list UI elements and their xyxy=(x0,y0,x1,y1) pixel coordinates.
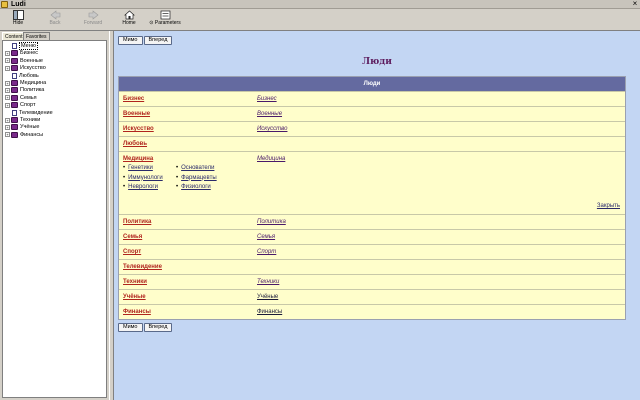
book-icon xyxy=(11,124,18,130)
medicine-subitem-link[interactable]: • Генетики xyxy=(123,165,153,171)
forward-button[interactable]: Forward xyxy=(82,10,104,30)
contents-tree xyxy=(2,40,107,398)
medicine-subitem-link[interactable]: • Иммунологи xyxy=(123,175,163,181)
subcategory-link[interactable]: Бизнес xyxy=(257,96,277,102)
close-window-button[interactable]: × xyxy=(632,0,638,8)
medicine-subitem-link[interactable]: • Физиологи xyxy=(176,184,211,190)
expand-icon[interactable]: + xyxy=(6,102,9,108)
category-link[interactable]: Военные xyxy=(123,111,151,117)
book-icon xyxy=(11,87,18,93)
tree-item-label: Медицина xyxy=(20,80,47,86)
table-row xyxy=(119,244,625,259)
table-row xyxy=(119,121,625,136)
page-title: Люди xyxy=(362,57,392,67)
subcategory-link[interactable]: Политика xyxy=(257,219,286,225)
subcategory-link[interactable]: Техники xyxy=(257,279,280,285)
book-icon xyxy=(11,95,18,101)
table-row xyxy=(119,151,625,214)
back-arrow-icon xyxy=(50,10,61,20)
page-icon xyxy=(12,73,17,79)
category-link[interactable]: Бизнес xyxy=(123,96,145,102)
nav-back-button-bottom[interactable]: Мимо xyxy=(118,323,143,332)
parameters-button[interactable]: ⊙ Parameters xyxy=(149,10,181,30)
app-icon xyxy=(1,1,8,8)
medicine-subitem-link[interactable]: • Фармацевты xyxy=(176,175,217,181)
book-icon xyxy=(11,65,18,71)
table-row xyxy=(119,106,625,121)
hide-button[interactable]: Hide xyxy=(9,10,27,30)
table-row xyxy=(119,274,625,289)
medicine-subitem-link[interactable]: • Неврологи xyxy=(123,184,158,190)
page-icon xyxy=(12,43,17,49)
tree-item-label: Телевидение xyxy=(19,109,53,116)
category-link[interactable]: Телевидение xyxy=(123,264,162,270)
book-icon xyxy=(11,58,18,64)
window-title: Ludi xyxy=(11,1,26,8)
title-bar xyxy=(0,0,640,9)
tab-content[interactable]: Content xyxy=(2,32,26,40)
expand-icon[interactable]: + xyxy=(6,80,9,86)
table-row xyxy=(119,289,625,304)
expand-icon[interactable]: + xyxy=(6,132,9,138)
tree-item[interactable] xyxy=(5,131,43,139)
book-icon xyxy=(11,132,18,138)
medicine-subitem-link[interactable]: • Основатели xyxy=(176,165,214,171)
category-link[interactable]: Медицина xyxy=(123,156,154,162)
close-link[interactable]: Закрыть xyxy=(596,203,620,209)
hide-pane-icon xyxy=(13,10,24,20)
subcategory-link[interactable]: Военные xyxy=(257,111,283,117)
table-row xyxy=(119,136,625,151)
book-icon xyxy=(11,80,18,86)
category-link[interactable]: Семья xyxy=(123,234,143,240)
expand-icon[interactable]: + xyxy=(6,87,9,93)
content-area xyxy=(114,31,640,400)
expand-icon[interactable]: + xyxy=(6,124,9,130)
subcategory-link[interactable]: Искусство xyxy=(257,126,288,132)
table-row xyxy=(119,214,625,229)
category-link[interactable]: Искусство xyxy=(123,126,154,132)
category-link[interactable]: Любовь xyxy=(123,141,148,147)
category-link[interactable]: Техники xyxy=(123,279,147,285)
nav-back-button[interactable]: Мимо xyxy=(118,36,143,45)
category-link[interactable]: Финансы xyxy=(123,309,151,315)
toolbar xyxy=(0,9,640,31)
subcategory-link[interactable]: Финансы xyxy=(257,309,283,315)
category-link[interactable]: Спорт xyxy=(123,249,142,255)
tree-item-label: Семья xyxy=(20,94,37,101)
nav-forward-button-bottom[interactable]: Вперед xyxy=(144,323,173,332)
people-table xyxy=(118,76,626,320)
page-icon xyxy=(12,110,17,116)
tab-favorites[interactable]: Favorites xyxy=(23,32,50,40)
nav-forward-button[interactable]: Вперед xyxy=(144,36,173,45)
subcategory-link[interactable]: Спорт xyxy=(257,249,277,255)
tree-item-label: Меню xyxy=(21,43,36,49)
expand-icon[interactable]: + xyxy=(6,95,9,101)
table-row xyxy=(119,91,625,106)
tree-item-label: Учёные xyxy=(20,124,40,131)
tree-item-label: Спорт xyxy=(20,102,36,109)
tree-item-label: Политика xyxy=(20,87,45,94)
subcategory-link[interactable]: Семья xyxy=(257,234,276,240)
tree-item-label: Финансы xyxy=(20,131,44,138)
book-icon xyxy=(11,50,18,56)
table-header: Люди xyxy=(119,77,625,91)
tree-item-label: Искусство xyxy=(20,65,46,72)
tree-item-label: Техники xyxy=(20,117,41,123)
tree-item-label: Любовь xyxy=(19,72,39,79)
home-icon xyxy=(124,10,135,20)
category-link[interactable]: Политика xyxy=(123,219,152,225)
tree-item-label: Военные xyxy=(20,57,43,64)
book-icon xyxy=(11,102,18,108)
category-link[interactable]: Учёные xyxy=(123,294,146,300)
subcategory-link[interactable]: Медицина xyxy=(257,156,286,162)
navigation-pane xyxy=(0,31,109,400)
forward-arrow-icon xyxy=(88,10,99,20)
table-row xyxy=(119,304,625,319)
back-button[interactable]: Back xyxy=(46,10,64,30)
expand-icon[interactable]: + xyxy=(6,58,9,64)
book-icon xyxy=(11,117,18,123)
tree-item-label: Бизнес xyxy=(20,50,39,57)
table-row xyxy=(119,229,625,244)
top-nav-buttons xyxy=(118,36,173,46)
expand-icon[interactable]: + xyxy=(6,65,9,71)
parameters-icon xyxy=(160,10,171,20)
home-button[interactable]: Home xyxy=(120,10,138,30)
bottom-nav-buttons xyxy=(118,323,173,333)
expand-icon[interactable]: + xyxy=(6,117,9,123)
subcategory-link[interactable]: Учёные xyxy=(257,294,279,300)
expand-icon[interactable]: + xyxy=(6,50,9,56)
table-row xyxy=(119,259,625,274)
